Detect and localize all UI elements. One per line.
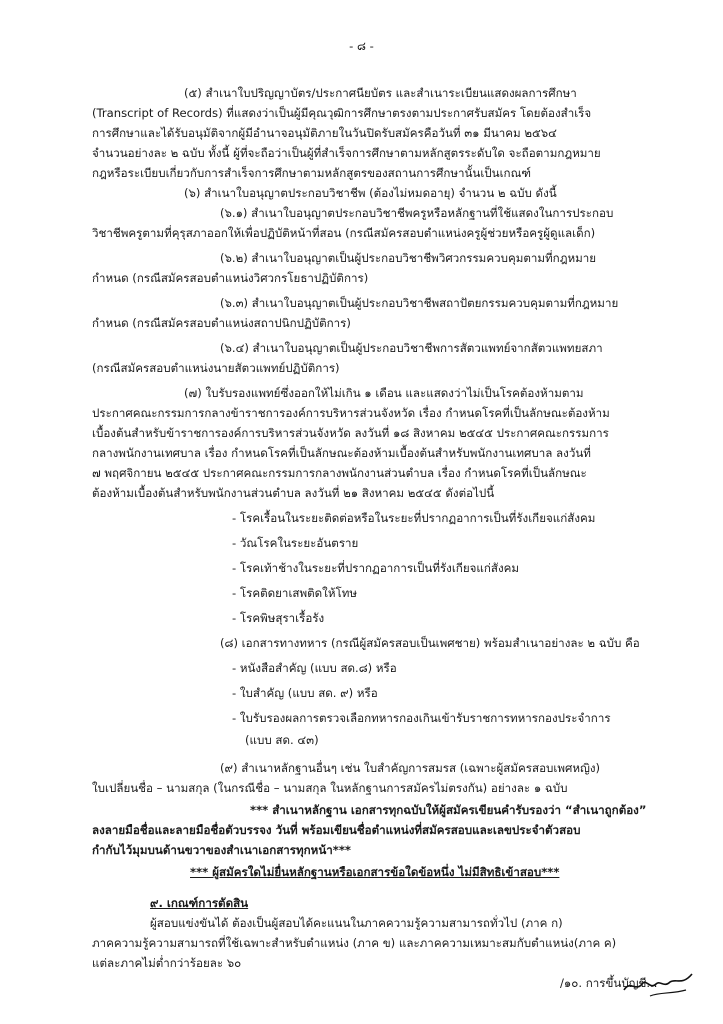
item-6-heading: (๖) สำเนาใบอนุญาตประกอบวิชาชีพ (ต้องไม่หมดอายุ) จำนวน ๒ ฉบับ ดังนี้ <box>184 186 557 200</box>
section-9-heading-text: ๙. เกณฑ์การตัดสิน <box>150 896 249 910</box>
disease-list-item: - โรคเรื้อนในระยะติดต่อหรือในระยะที่ปรากฏอาการเป็นที่รังเกียจแก่สังคม <box>232 511 596 525</box>
item-5-line-2: (Transcript of Records) ที่แสดงว่าเป็นผู้มีคุณวุฒิการศึกษาตรงตามประกาศรับสมัคร โดยต้องสำเร็จ <box>92 106 592 120</box>
continued-next-page: /๑๐. การขึ้นบัญชี... <box>560 976 658 990</box>
criteria-line-2: ภาคความรู้ความสามารถที่ใช้เฉพาะสำหรับตำแหน่ง (ภาค ข) และภาคความเหมาะสมกับตำแหน่ง(ภาค ค) <box>92 936 617 950</box>
page-number: - ๘ - <box>349 39 374 53</box>
signature-mark <box>620 962 700 1002</box>
disease-list-item: - โรคติดยาเสพติดให้โทษ <box>232 586 357 600</box>
item-5-line-3: การศึกษาและได้รับอนุมัติจากผู้มีอำนาจอนุมัติภายในวันปิดรับสมัครคือวันที่ ๓๑ มีนาคม ๒๕๖๔ <box>92 126 557 140</box>
military-doc-item: - ใบรับรองผลการตรวจเลือกทหารกองเกินเข้ารับราชการทหารกองประจำการ <box>232 711 611 725</box>
item-6-2-line-1: (๖.๒) สำเนาใบอนุญาตเป็นผู้ประกอบวิชาชีพวิศวกรรมควบคุมตามที่กฎหมาย <box>220 251 597 265</box>
military-doc-item: - หนังสือสำคัญ (แบบ สด.๘) หรือ <box>232 661 397 675</box>
item-9-line-2: ใบเปลี่ยนชื่อ – นามสกุล (ในกรณีชื่อ – นามสกุล ในหลักฐานการสมัครไม่ตรงกัน) อย่างละ ๑ ฉบับ <box>92 781 568 795</box>
item-7-line-5: ๗ พฤศจิกายน ๒๕๔๕ ประกาศคณะกรรมการกลางพนักงานส่วนตำบล เรื่อง กำหนดโรคที่เป็นลักษณะ <box>92 466 587 480</box>
criteria-line-3: แต่ละภาคไม่ต่ำกว่าร้อยละ ๖๐ <box>92 956 242 970</box>
military-doc-item-continued: (แบบ สด. ๔๓) <box>245 733 319 747</box>
item-9-line-1: (๙) สำเนาหลักฐานอื่นๆ เช่น ใบสำคัญการสมรส (เฉพาะผู้สมัครสอบเพศหญิง) <box>220 761 601 775</box>
item-7-line-6: ต้องห้ามเบื้องต้นสำหรับพนักงานส่วนตำบล ลงวันที่ ๒๑ สิงหาคม ๒๕๔๕ ดังต่อไปนี้ <box>92 486 495 500</box>
criteria-line-1: ผู้สอบแข่งขันได้ ต้องเป็นผู้สอบได้คะแนนในภาคความรู้ความสามารถทั่วไป (ภาค ก) <box>150 916 563 930</box>
item-6-4-line-1: (๖.๔) สำเนาใบอนุญาตเป็นผู้ประกอบวิชาชีพการสัตวแพทย์จากสัตวแพทยสภา <box>220 341 603 355</box>
certification-note-line-3: กำกับไว้มุมบนด้านขวาของสำเนาเอกสารทุกหน้า*** <box>92 843 351 857</box>
item-6-1-line-1: (๖.๑) สำเนาใบอนุญาตประกอบวิชาชีพครูหรือหลักฐานที่ใช้แสดงในการประกอบ <box>220 206 614 220</box>
item-5-line-5: กฎหรือระเบียบเกี่ยวกับการสำเร็จการศึกษาตามหลักสูตรของสถานการศึกษานั้นเป็นเกณฑ์ <box>92 166 531 180</box>
item-7-line-3: เบื้องต้นสำหรับข้าราชการองค์การบริหารส่วนจังหวัด ลงวันที่ ๑๘ สิงหาคม ๒๕๔๕ ประกาศคณะกรรมการ <box>92 426 609 440</box>
item-7-line-1: (๗) ใบรับรองแพทย์ซึ่งออกให้ไม่เกิน ๑ เดือน และแสดงว่าไม่เป็นโรคต้องห้ามตาม <box>184 386 584 400</box>
item-6-3-line-1: (๖.๓) สำเนาใบอนุญาตเป็นผู้ประกอบวิชาชีพสถาปัตยกรรมควบคุมตามที่กฎหมาย <box>220 296 619 310</box>
disease-list-item: - โรคพิษสุราเรื้อรัง <box>232 611 325 625</box>
item-6-3-line-2: กำหนด (กรณีสมัครสอบตำแหน่งสถาปนิกปฏิบัติการ) <box>92 316 351 330</box>
item-5-line-1: (๕) สำเนาใบปริญญาบัตร/ประกาศนียบัตร และสำเนาระเบียนแสดงผลการศึกษา <box>184 86 577 100</box>
eligibility-warning-text: *** ผู้สมัครใดไม่ยื่นหลักฐานหรือเอกสารข้อใดข้อหนึ่ง ไม่มีสิทธิเข้าสอบ*** <box>190 865 560 879</box>
certification-note-line-2: ลงลายมือชื่อและลายมือชื่อตัวบรรจง วันที่ พร้อมเขียนชื่อตำแหน่งที่สมัครสอบและเลขประจำตัวสอบ <box>92 823 581 837</box>
section-9-heading <box>150 895 248 911</box>
military-doc-item: - ใบสำคัญ (แบบ สด. ๙) หรือ <box>232 686 378 700</box>
eligibility-warning <box>190 864 559 880</box>
disease-list-item: - วัณโรคในระยะอันตราย <box>232 536 359 550</box>
item-6-2-line-2: กำหนด (กรณีสมัครสอบตำแหน่งวิศวกรโยธาปฏิบัติการ) <box>92 271 369 285</box>
item-5-line-4: จำนวนอย่างละ ๒ ฉบับ ทั้งนี้ ผู้ที่จะถือว่าเป็นผู้ที่สำเร็จการศึกษาตามหลักสูตรระดับใด จะถือตามกฎหมาย <box>92 146 601 160</box>
item-6-1-line-2: วิชาชีพครูตามที่คุรุสภาออกให้เพื่อปฏิบัติหน้าที่สอน (กรณีสมัครสอบตำแหน่งครูผู้ช่วยหรือครูผู้ดูแลเด็ก) <box>92 226 596 240</box>
certification-note-line-1: *** สำเนาหลักฐาน เอกสารทุกฉบับให้ผู้สมัครเขียนคำรับรองว่า “สำเนาถูกต้อง” <box>250 803 647 817</box>
disease-list-item: - โรคเท้าช้างในระยะที่ปรากฏอาการเป็นที่รังเกียจแก่สังคม <box>232 561 520 575</box>
item-8-heading: (๘) เอกสารทางทหาร (กรณีผู้สมัครสอบเป็นเพศชาย) พร้อมสำเนาอย่างละ ๒ ฉบับ คือ <box>220 636 640 650</box>
item-6-4-line-2: (กรณีสมัครสอบตำแหน่งนายสัตวแพทย์ปฏิบัติการ) <box>92 361 340 375</box>
item-7-line-2: ประกาศคณะกรรมการกลางข้าราชการองค์การบริหารส่วนจังหวัด เรื่อง กำหนดโรคที่เป็นลักษณะต้องห้าม <box>92 406 610 420</box>
item-7-line-4: กลางพนักงานเทศบาล เรื่อง กำหนดโรคที่เป็นลักษณะต้องห้ามเบื้องต้นสำหรับพนักงานเทศบาล ลงวันที่ <box>92 446 591 460</box>
